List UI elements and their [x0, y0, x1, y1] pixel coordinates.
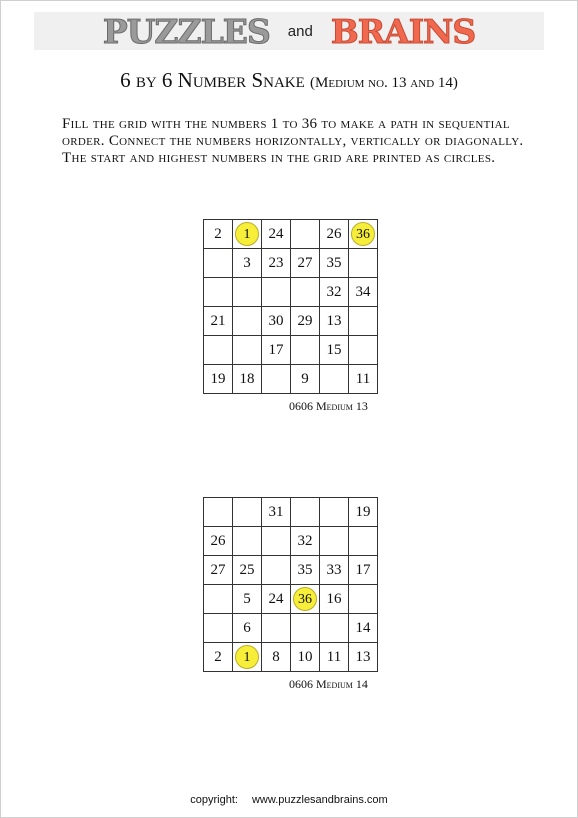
grid-cell[interactable]: 16 [320, 585, 349, 614]
grid-row [204, 365, 378, 394]
grid-cell[interactable]: 35 [320, 249, 349, 278]
grid-cell[interactable] [233, 307, 262, 336]
grid-cell[interactable]: 30 [262, 307, 291, 336]
grid-row [204, 585, 378, 614]
grid-cell[interactable]: 10 [291, 643, 320, 672]
grid-cell[interactable] [291, 336, 320, 365]
grid-cell[interactable]: 23 [262, 249, 291, 278]
logo-puzzles-text: PUZZLES [102, 12, 270, 51]
grid-cell[interactable]: 26 [204, 527, 233, 556]
title-sub: (Medium no. 13 and 14) [310, 75, 458, 91]
grid-cell[interactable] [204, 278, 233, 307]
grid-cell[interactable]: 6 [233, 614, 262, 643]
grid-cell[interactable] [204, 336, 233, 365]
grid-cell[interactable]: 5 [233, 585, 262, 614]
grid-cell[interactable]: 17 [262, 336, 291, 365]
grid-cell[interactable] [320, 614, 349, 643]
grid-cell[interactable] [233, 278, 262, 307]
grid-cell[interactable] [233, 643, 262, 672]
instruction-line: Fill the grid with the numbers 1 to 36 to make a path in sequential [62, 116, 510, 132]
grid-cell[interactable]: 33 [320, 556, 349, 585]
instruction-line: The start and highest numbers in the grid are printed as circles. [62, 150, 496, 166]
grid-cell[interactable]: 34 [349, 278, 378, 307]
copyright-label: copyright: [190, 794, 238, 806]
footer-copyright [0, 794, 578, 806]
grid-row [204, 498, 378, 527]
grid-cell[interactable] [291, 585, 320, 614]
grid-cell[interactable] [349, 307, 378, 336]
circled-number: 1 [235, 222, 259, 246]
puzzle-grid-14 [203, 497, 378, 672]
grid-row [204, 220, 378, 249]
grid-cell[interactable] [262, 527, 291, 556]
grid-cell[interactable]: 21 [204, 307, 233, 336]
instructions [62, 116, 532, 167]
grid-cell[interactable] [204, 614, 233, 643]
grid-row [204, 643, 378, 672]
grid-row [204, 527, 378, 556]
grid-cell[interactable] [204, 498, 233, 527]
grid-cell[interactable] [262, 614, 291, 643]
grid-cell[interactable]: 11 [320, 643, 349, 672]
grid-cell[interactable]: 11 [349, 365, 378, 394]
grid-row [204, 614, 378, 643]
circled-number: 1 [235, 645, 259, 669]
grid-cell[interactable] [291, 220, 320, 249]
grid-row [204, 249, 378, 278]
grid-cell[interactable]: 19 [204, 365, 233, 394]
grid-cell[interactable] [233, 527, 262, 556]
grid-cell[interactable] [262, 556, 291, 585]
grid-cell[interactable] [291, 614, 320, 643]
grid-cell[interactable]: 35 [291, 556, 320, 585]
grid-cell[interactable] [349, 249, 378, 278]
grid-cell[interactable] [262, 365, 291, 394]
site-logo[interactable] [0, 12, 578, 52]
grid-cell[interactable]: 32 [320, 278, 349, 307]
grid-cell[interactable]: 24 [262, 585, 291, 614]
puzzle-grid-13 [203, 219, 378, 394]
grid-cell[interactable] [204, 585, 233, 614]
grid-cell[interactable]: 27 [291, 249, 320, 278]
grid-cell[interactable]: 15 [320, 336, 349, 365]
grid-cell[interactable] [349, 336, 378, 365]
grid-cell[interactable]: 19 [349, 498, 378, 527]
grid-cell[interactable]: 29 [291, 307, 320, 336]
grid-cell[interactable]: 26 [320, 220, 349, 249]
grid-cell[interactable] [233, 336, 262, 365]
grid-cell[interactable] [233, 220, 262, 249]
grid-cell[interactable] [320, 365, 349, 394]
circled-number: 36 [351, 222, 375, 246]
grid-cell[interactable]: 13 [320, 307, 349, 336]
grid-cell[interactable] [349, 527, 378, 556]
grid-cell[interactable]: 2 [204, 220, 233, 249]
grid-cell[interactable]: 32 [291, 527, 320, 556]
grid-cell[interactable]: 18 [233, 365, 262, 394]
instruction-line: order. Connect the numbers horizontally, vertically or diagonally. [62, 133, 524, 149]
grid-cell[interactable] [262, 278, 291, 307]
title-main: 6 by 6 Number Snake [120, 68, 305, 92]
footer-link[interactable]: www.puzzlesandbrains.com [251, 794, 388, 806]
puzzle-caption-14: 0606 Medium 14 [289, 677, 368, 691]
grid-cell[interactable] [349, 220, 378, 249]
grid-cell[interactable]: 31 [262, 498, 291, 527]
grid-row [204, 336, 378, 365]
logo-brains-text: BRAINS [330, 12, 476, 51]
page-title [0, 68, 578, 93]
grid-cell[interactable]: 24 [262, 220, 291, 249]
grid-cell[interactable] [349, 585, 378, 614]
grid-row [204, 556, 378, 585]
grid-cell[interactable]: 3 [233, 249, 262, 278]
grid-cell[interactable] [291, 278, 320, 307]
grid-cell[interactable]: 8 [262, 643, 291, 672]
grid-cell[interactable] [233, 498, 262, 527]
grid-cell[interactable] [320, 527, 349, 556]
grid-row [204, 278, 378, 307]
grid-row [204, 307, 378, 336]
grid-cell[interactable]: 25 [233, 556, 262, 585]
grid-cell[interactable]: 27 [204, 556, 233, 585]
grid-cell[interactable]: 2 [204, 643, 233, 672]
grid-cell[interactable]: 17 [349, 556, 378, 585]
logo-and-text: and [287, 23, 313, 40]
grid-cell[interactable] [291, 498, 320, 527]
grid-cell[interactable] [320, 498, 349, 527]
circled-number: 36 [293, 587, 317, 611]
grid-cell[interactable]: 9 [291, 365, 320, 394]
grid-cell[interactable]: 13 [349, 643, 378, 672]
grid-cell[interactable]: 14 [349, 614, 378, 643]
puzzle-caption-13: 0606 Medium 13 [289, 399, 368, 413]
grid-cell[interactable] [204, 249, 233, 278]
